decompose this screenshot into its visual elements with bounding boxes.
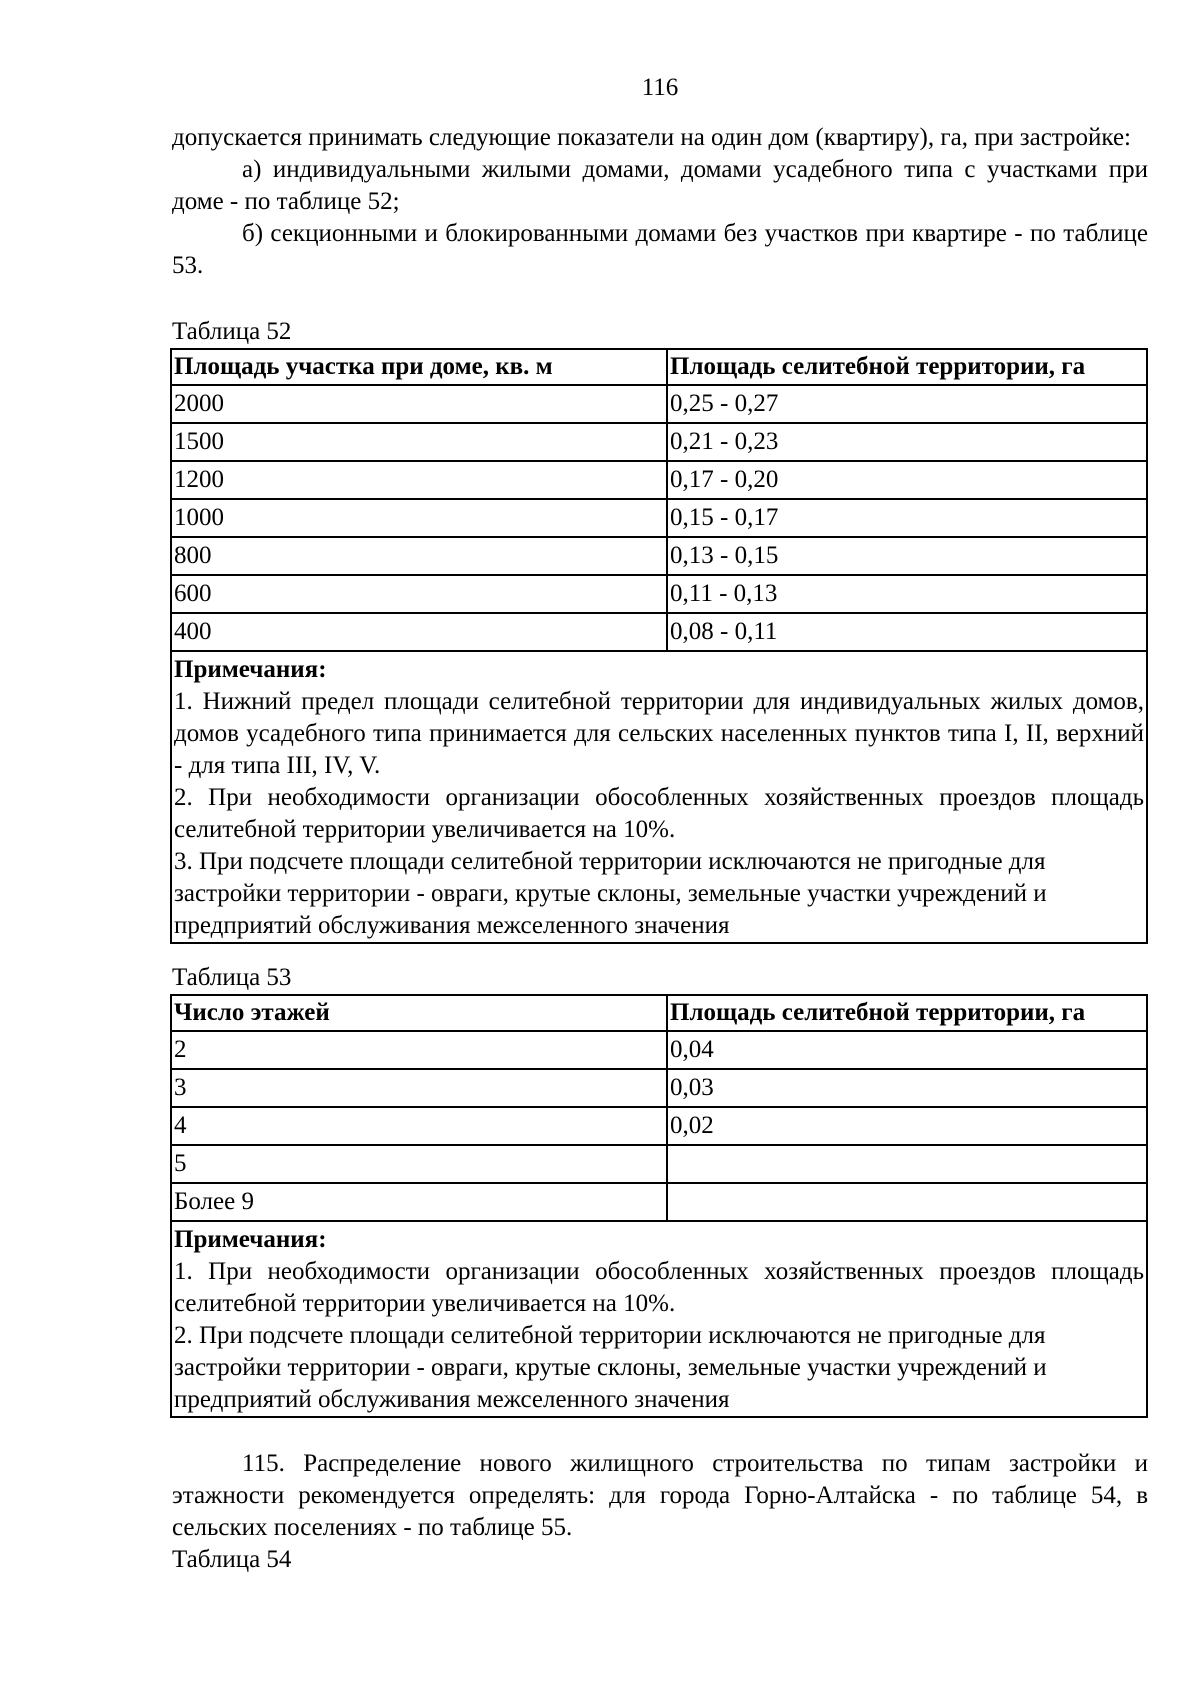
table54-caption: Таблица 54 [172, 1546, 292, 1573]
table-cell: 0,03 [667, 1069, 1147, 1107]
table-cell [667, 1145, 1147, 1183]
table-row [171, 1107, 1147, 1145]
outro-text [172, 1448, 1148, 1544]
note-item: 2. При необходимости организации обособленных хозяйственных проездов площадь селитебной территории увеличивается на 10%. [174, 784, 1144, 843]
table-header-cell: Число этажей [171, 995, 667, 1031]
table-cell: 5 [171, 1145, 667, 1183]
table-cell: 0,11 - 0,13 [667, 575, 1147, 613]
notes-title: Примечания: [174, 656, 327, 683]
table-cell: 0,25 - 0,27 [667, 385, 1147, 423]
table-cell: 400 [171, 613, 667, 651]
table-row [171, 537, 1147, 575]
table-cell: 0,13 - 0,15 [667, 537, 1147, 575]
table-cell: 2000 [171, 385, 667, 423]
table-cell: 600 [171, 575, 667, 613]
table-row [171, 575, 1147, 613]
table-cell: 0,04 [667, 1031, 1147, 1069]
intro-paragraph-2: а) индивидуальными жилыми домами, домами усадебного типа с участками при доме - по таблице 52; [172, 156, 1148, 215]
table53-caption: Таблица 53 [172, 964, 292, 991]
table-row [171, 1031, 1147, 1069]
outro-paragraph: 115. Распределение нового жилищного строительства по типам застройки и этажности рекомендуется определять: для города Горно-Алтайска - по таблице 54, в сельских поселениях - по таблице 55. [172, 1450, 1148, 1541]
table-53 [170, 994, 1148, 1418]
table-row [171, 613, 1147, 651]
table-row [171, 1183, 1147, 1221]
table-row [171, 499, 1147, 537]
table-header-cell: Площадь селитебной территории, га [667, 349, 1147, 385]
notes-title: Примечания: [174, 1226, 327, 1253]
table-row [171, 423, 1147, 461]
page-number: 116 [641, 74, 679, 101]
table-cell: 1200 [171, 461, 667, 499]
table-cell: 1500 [171, 423, 667, 461]
table-header-row [171, 995, 1147, 1031]
table-header-cell: Площадь селитебной территории, га [667, 995, 1147, 1031]
table-cell: 0,08 - 0,11 [667, 613, 1147, 651]
table-cell: 1000 [171, 499, 667, 537]
table-row [171, 1145, 1147, 1183]
table-cell: Более 9 [171, 1183, 667, 1221]
table-cell [667, 1183, 1147, 1221]
table-notes-cell [171, 1221, 1147, 1417]
table-52 [170, 348, 1148, 944]
note-item: 1. Нижний предел площади селитебной территории для индивидуальных жилых домов, домов усадебного типа принимается для сельских населенных пунктов типа I, II, верхний - для типа III, IV, V. [174, 688, 1144, 779]
table-header-row [171, 349, 1147, 385]
table-cell: 0,17 - 0,20 [667, 461, 1147, 499]
table52-caption: Таблица 52 [172, 318, 292, 345]
table-cell: 0,21 - 0,23 [667, 423, 1147, 461]
table-header-cell: Площадь участка при доме, кв. м [171, 349, 667, 385]
table-cell: 2 [171, 1031, 667, 1069]
table-cell: 3 [171, 1069, 667, 1107]
table-cell: 4 [171, 1107, 667, 1145]
table-notes-row [171, 1221, 1147, 1417]
table-row [171, 385, 1147, 423]
intro-text [172, 122, 1148, 282]
table-row [171, 1069, 1147, 1107]
table-cell: 800 [171, 537, 667, 575]
table-cell: 0,15 - 0,17 [667, 499, 1147, 537]
note-item: 1. При необходимости организации обособленных хозяйственных проездов площадь селитебной территории увеличивается на 10%. [174, 1258, 1144, 1317]
intro-paragraph-3: б) секционными и блокированными домами без участков при квартире - по таблице 53. [172, 220, 1148, 279]
intro-paragraph-1: допускается принимать следующие показатели на один дом (квартиру), га, при застройке: [172, 124, 1131, 151]
table-notes-cell [171, 651, 1147, 943]
table-cell: 0,02 [667, 1107, 1147, 1145]
table-row [171, 461, 1147, 499]
note-item: 2. При подсчете площади селитебной территории исключаются не пригодные для застройки территории - овраги, крутые склоны, земельные участки учреждений и предприятий обслуживания межселенного значения [174, 1322, 1047, 1413]
note-item: 3. При подсчете площади селитебной территории исключаются не пригодные для застройки территории - овраги, крутые склоны, земельные участки учреждений и предприятий обслуживания межселенного значения [174, 848, 1047, 939]
table-notes-row [171, 651, 1147, 943]
